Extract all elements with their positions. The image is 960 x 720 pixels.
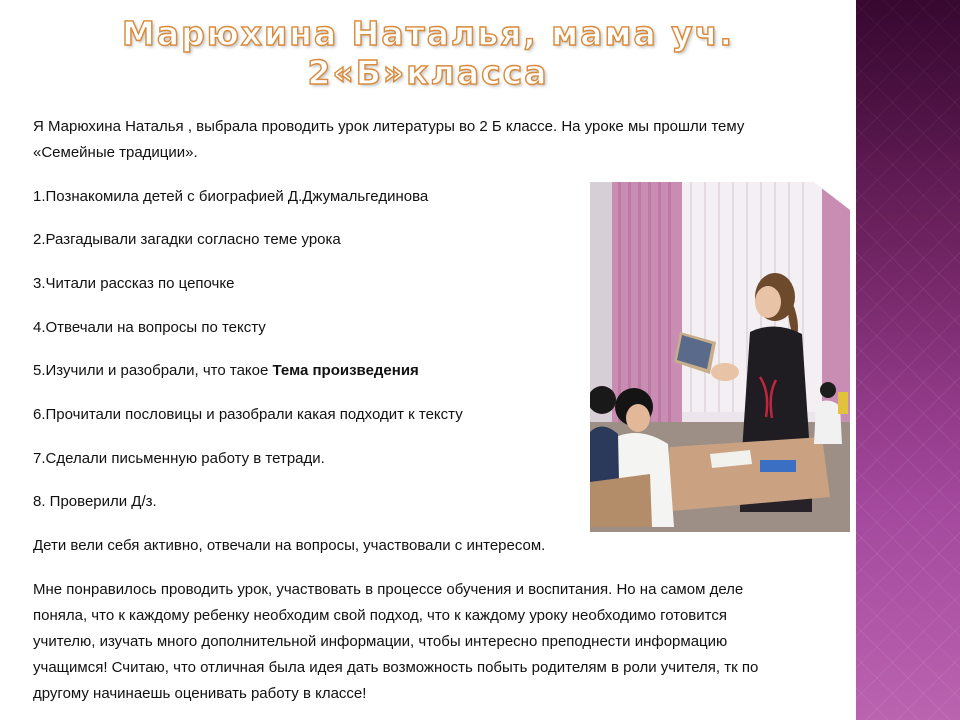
summary-paragraph: Дети вели себя активно, отвечали на вопросы, участвовали с интересом. — [33, 537, 546, 554]
slide-title: Марюхина Наталья, мама уч. 2«Б»класса — [122, 14, 734, 92]
classroom-photo — [590, 182, 850, 532]
list-item-1: 1.Познакомила детей с биографией Д.Джумальгединова — [33, 188, 429, 205]
list-item-6: 6.Прочитали пословицы и разобрали какая подходит к тексту — [33, 406, 463, 423]
list-item-8: 8. Проверили Д/з. — [33, 493, 157, 510]
intro-paragraph: Я Марюхина Наталья , выбрала проводить урок литературы во 2 Б классе. На уроке мы прошли тему «Семейные традиции». — [33, 118, 745, 161]
list-item-5-bold: Тема произведения — [272, 362, 419, 379]
list-item-3: 3.Читали рассказ по цепочке — [33, 275, 235, 292]
list-item-5 — [33, 361, 419, 381]
list-item-7: 7.Сделали письменную работу в тетради. — [33, 450, 325, 467]
conclusion-paragraph: Мне понравилось проводить урок, участвовать в процессе обучения и воспитания. Но на самом деле поняла, что к каждому ребенку необходим свой подход, что к каждому уроку необходимо готовится учителю, изучать много дополнительной информации, чтобы интересно преподнести информацию учащимся! Считаю, что отличная была идея дать возможность побыть родителям в роли учителя, тк по другому начинаешь оценивать работу в классе! — [33, 581, 759, 702]
list-item-5-text: 5.Изучили и разобрали, что такое — [33, 362, 273, 379]
classroom-photo-illustration — [590, 182, 850, 532]
list-item-4: 4.Отвечали на вопросы по тексту — [33, 319, 266, 336]
title-block — [0, 14, 856, 92]
decorative-side-band — [856, 0, 960, 720]
list-item-2: 2.Разгадывали загадки согласно теме урока — [33, 231, 341, 248]
